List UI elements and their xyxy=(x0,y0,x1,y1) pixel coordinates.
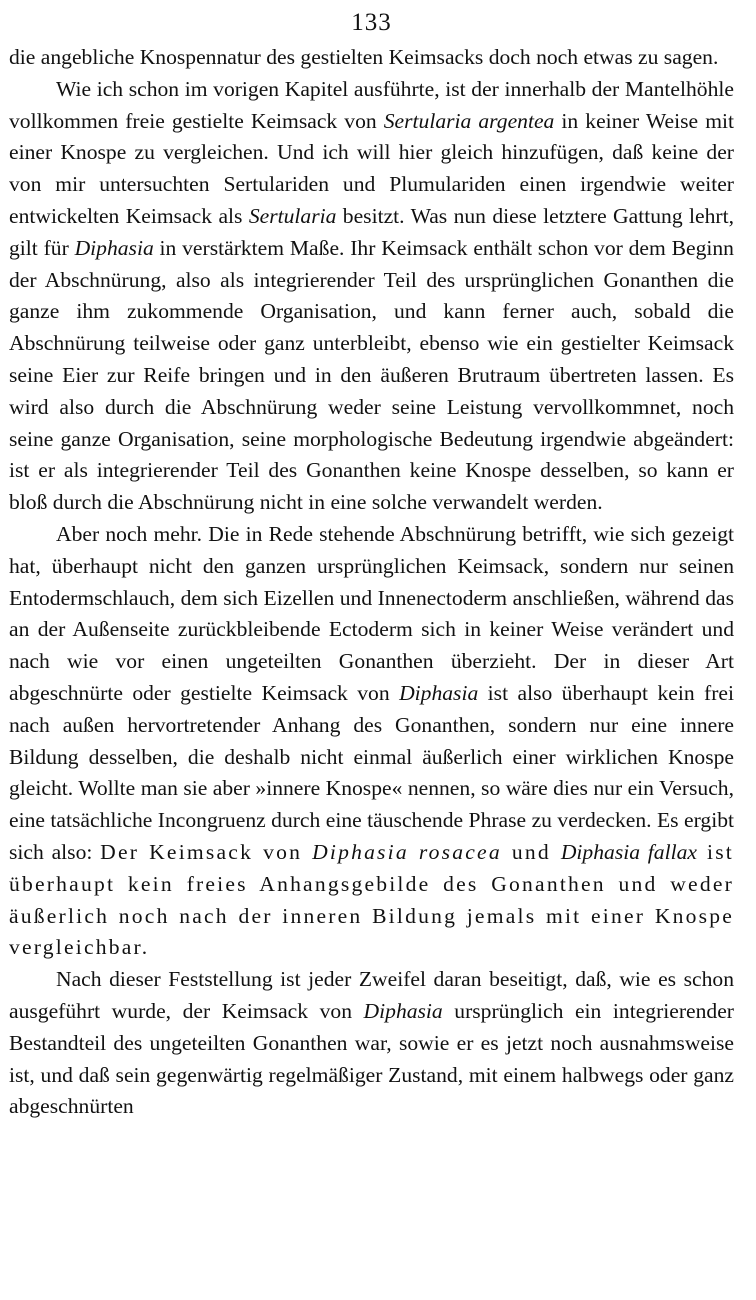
text-run: ist also überhaupt kein frei nach außen hervortretender Anhang des Gonanthen, sondern nur eine innere Bildung desselben, die deshalb nicht einmal äußerlich einer wirklichen Knospe gleicht. Wollte man sie aber »innere Knospe« nennen, so wäre dies nur ein Versuch, eine tatsächliche Incongruenz durch eine täuschende Phrase zu verdecken. Es ergibt sich also: xyxy=(9,680,735,864)
text-run: Nach dieser Feststellung ist jeder Zweifel daran beseitigt, daß, wie es schon ausgeführt wurde, der Keimsack von xyxy=(9,967,734,1023)
italic-term: Diphasia rosacea xyxy=(312,839,502,864)
page-number: 133 xyxy=(351,9,392,36)
text-run: in verstärktem Maße. Ihr Keimsack enthält schon vor dem Beginn der Abschnürung, also als integrierender Teil des ursprünglichen Gonanthen die ganze ihm zukommende Organisation, und kann ferner auch, sobald die Abschnürung teilweise oder ganz unterbleibt, ebenso wie ein gestielter Keimsack seine Eier zur Reife bringen und in den äußeren Brutraum übertreten lassen. Es wird also durch die Abschnürung weder seine Leistung vervollkommnet, noch seine ganze Organisation, seine morphologische Bedeutung irgendwie abgeändert: ist er als integrierender Teil des Gonanthen keine Knospe desselben, so kann er bloß durch die Abschnürung nicht in eine solche verwandelt werden. xyxy=(9,235,734,515)
text-run: in keiner Weise mit einer Knospe zu vergleichen. Und ich will hier gleich hinzufügen, daß keine der von mir untersuchten Sertulariden und Plumulariden einen irgendwie weiter entwickelten Keimsack als xyxy=(9,108,734,228)
italic-term: Diphasia xyxy=(399,680,479,705)
italic-term: Diphasia xyxy=(74,235,154,260)
text-run: Aber noch mehr. Die in Rede stehende Abschnürung betrifft, wie sich gezeigt hat, überhaupt nicht den ganzen ursprünglichen Keimsack, sondern nur seinen Entodermschlauch, dem sich Eizellen und Innenectoderm anschließen, während das an der Außenseite zurückbleibende Ectoderm sich in keiner Weise verändert und nach wie vor einen ungeteilten Gonanthen überzieht. Der in dieser Art abgeschnürte oder gestielte Keimsack von xyxy=(9,521,734,705)
text-run: die angebliche Knospennatur des gestielten Keimsacks doch noch etwas zu sagen. xyxy=(9,45,719,69)
paragraph xyxy=(9,74,734,519)
emphasized-text: und xyxy=(501,839,561,864)
emphasized-text: ist überhaupt kein freies Anhangsgebilde des Gonanthen und weder äußerlich noch nach der inneren Bildung jemals mit einer Knospe vergleichbar. xyxy=(9,839,735,960)
emphasized-text: Der Keimsack von xyxy=(100,839,313,864)
text-run: besitzt. Was nun diese letztere Gattung lehrt, gilt für xyxy=(9,203,734,260)
text-run: ursprünglich ein integrierender Bestandteil des ungeteilten Gonanthen war, sowie er es jetzt noch ausnahmsweise ist, und daß sein gegenwärtig regelmäßiger Zustand, mit einem halbwegs oder ganz abgeschnürten xyxy=(9,998,734,1119)
body-text xyxy=(9,42,734,1123)
italic-term: Diphasia xyxy=(363,998,443,1023)
italic-term: Sertularia xyxy=(248,203,337,228)
text-run: Wie ich schon im vorigen Kapitel ausführte, ist der innerhalb der Mantelhöhle vollkommen freie gestielte Keimsack von xyxy=(9,76,734,133)
paragraph xyxy=(9,42,734,74)
paragraph xyxy=(9,519,734,964)
paragraph xyxy=(9,964,734,1123)
italic-term: Sertularia argentea xyxy=(383,108,555,133)
italic-term: Diphasia fallax xyxy=(560,839,697,864)
